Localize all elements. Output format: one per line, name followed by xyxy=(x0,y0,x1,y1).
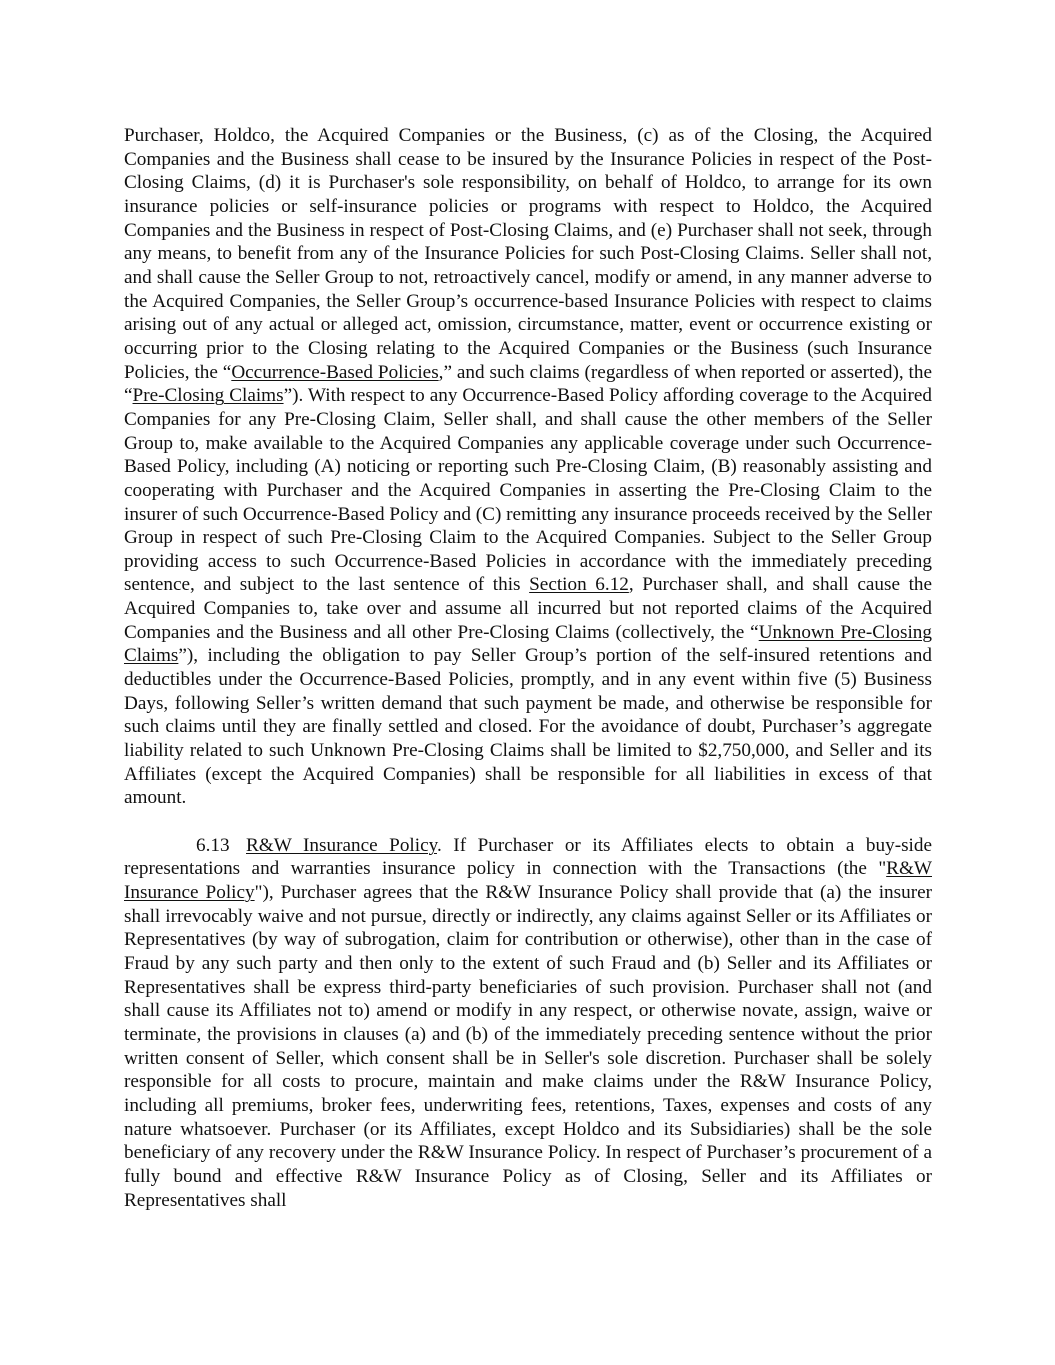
text-run: . If Purchaser or its Affiliates elects to obtain a buy-side representations and warranties insurance policy in connection with the Transactions (the " xyxy=(124,834,932,880)
text-run: "), Purchaser agrees that the R&W Insurance Policy shall provide that (a) the insurer shall irrevocably waive and not pursue, directly or indirectly, any claims against Seller or its Affiliates or Representatives (by way of subrogation, claim for contribution or otherwise), other than in the case of Fraud by any such party and then only to the extent of such Fraud and (b) Seller and its Affiliates or Representatives shall be express third-party beneficiaries of such provision. Purchaser shall not (and shall cause its Affiliates not to) amend or modify in any respect, or otherwise novate, assign, waive or terminate, the provisions in clauses (a) and (b) of the immediately preceding sentence without the prior written consent of Seller, which consent shall be in Seller's sole discretion. Purchaser shall be solely responsible for all costs to procure, maintain and make claims under the R&W Insurance Policy, including all premiums, broker fees, underwriting fees, retentions, Taxes, expenses and costs of any nature whatsoever. Purchaser (or its Affiliates, except Holdco and its Subsidiaries) shall be the sole beneficiary of any recovery under the R&W Insurance Policy. In respect of Purchaser’s procurement of a fully bound and effective R&W Insurance Policy as of Closing, Seller and its Affiliates or Representatives shall xyxy=(124,881,933,1211)
paragraph-insurance-policies xyxy=(124,124,932,810)
defined-term-unknown-pre-closing-claims: Unknown Pre-Closing Claims xyxy=(124,621,932,667)
defined-term-occurrence-based-policies: Occurrence-Based Policies xyxy=(231,361,439,383)
text-run: Purchaser, Holdco, the Acquired Companies or the Business, (c) as of the Closing, the Acquired Companies and the Business shall cease to be insured by the Insurance Policies in respect of the Post-Closing Claims, (d) it is Purchaser's sole responsibility, on behalf of Holdco, to arrange for its own insurance policies or self-insurance policies or programs with respect to Holdco, the Acquired Companies and the Business in respect of Post-Closing Claims, and (e) Purchaser shall not seek, through any means, to benefit from any of the Insurance Policies for such Post-Closing Claims. Seller shall not, and shall cause the Seller Group to not, retroactively cancel, modify or amend, in any manner adverse to the Acquired Companies, the Seller Group’s occurrence-based Insurance Policies with respect to claims arising out of any actual or alleged act, omission, circumstance, matter, event or occurrence existing or occurring prior to the Closing relating to the Acquired Companies or the Business (such Insurance Policies, the “ xyxy=(124,125,932,383)
text-run: ,” and such claims (regardless of when reported or asserted), the “ xyxy=(124,361,932,407)
text-run: ”). With respect to any Occurrence-Based Policy affording coverage to the Acquired Companies for any Pre-Closing Claim, Seller shall, and shall cause the other members of the Seller Group to, make available to the Acquired Companies any applicable coverage under such Occurrence-Based Policy, including (A) noticing or reporting such Pre-Closing Claim, (B) reasonably assisting and cooperating with Purchaser and the Acquired Companies in asserting the Pre-Closing Claim to the insurer of such Occurrence-Based Policy and (C) remitting any insurance proceeds received by the Seller Group in respect of such Pre-Closing Claim to the Acquired Companies. Subject to the Seller Group providing access to such Occurrence-Based Policies in accordance with the immediately preceding sentence, and subject to the last sentence of this xyxy=(124,385,932,596)
section-number: 6.13 xyxy=(196,834,230,856)
defined-term-rw-insurance-policy: R&W Insurance Policy xyxy=(124,858,932,903)
section-6-13-paragraph xyxy=(124,834,932,1213)
text-run: ”), including the obligation to pay Seller Group’s portion of the self-insured retentions and deductibles under the Occurrence-Based Policies, promptly, and in any event within five (5) Business Days, following Seller’s written demand that such payment be made, and otherwise be responsible for such claims until they are finally settled and closed. For the avoidance of doubt, Purchaser’s aggregate liability related to such Unknown Pre-Closing Claims shall be limited to $2,750,000, and Seller and its Affiliates (except the Acquired Companies) shall be responsible for all liabilities in excess of that amount. xyxy=(124,645,932,809)
section-heading: R&W Insurance Policy xyxy=(246,834,437,856)
defined-term-pre-closing-claims: Pre-Closing Claims xyxy=(132,385,284,407)
cross-reference-section-6-12: Section 6.12 xyxy=(529,574,629,596)
text-run: , Purchaser shall, and shall cause the Acquired Companies to, take over and assume all incurred but not reported claims of the Acquired Companies and the Business and all other Pre-Closing Claims (collectively, the “ xyxy=(124,574,933,643)
document-page xyxy=(124,124,932,1212)
